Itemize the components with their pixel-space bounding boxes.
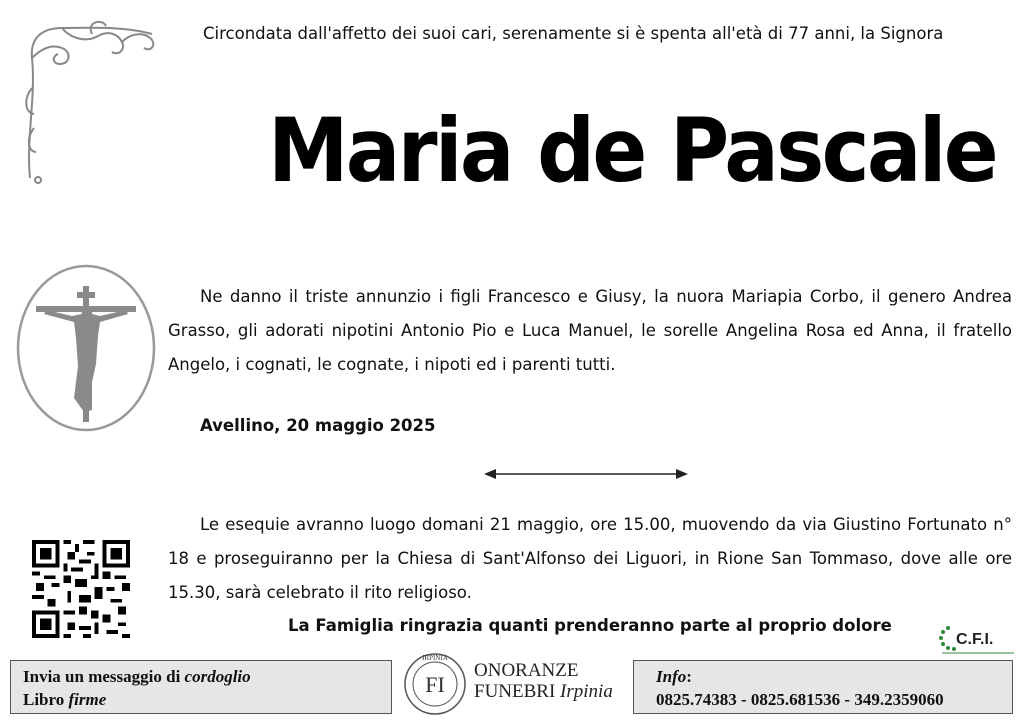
announcement-text: Ne danno il triste annunzio i figli Francesco e Giusy, la nuora Mariapia Corbo, il genero Andrea Grasso, gli adorati nipotini Antonio Pio e Luca Manuel, le sorelle Angelina Rosa ed Anna, il fratello Angelo, i cognati, le cognate, i nipoti ed i parenti tutti. bbox=[168, 287, 1012, 374]
brand-line-1: ONORANZE bbox=[474, 660, 579, 681]
crucifix-icon bbox=[14, 262, 158, 434]
funeral-home-logo-icon bbox=[400, 648, 470, 718]
brand-line-em: Irpinia bbox=[560, 681, 613, 702]
phone-numbers[interactable]: 0825.74383 - 0825.681536 - 349.2359060 bbox=[656, 690, 944, 709]
cfi-text: C.F.I. bbox=[956, 631, 994, 648]
brand-line-2: FUNEBRI bbox=[474, 681, 561, 702]
funeral-home-name bbox=[474, 660, 613, 702]
info-box bbox=[633, 660, 1013, 714]
cfi-logo-icon bbox=[938, 620, 1018, 656]
guestbook-link[interactable] bbox=[23, 688, 379, 711]
arrow-icon bbox=[482, 466, 690, 482]
place-date: Avellino, 20 maggio 2025 bbox=[200, 416, 436, 435]
info-label: Info bbox=[656, 667, 687, 686]
guestbook-prefix: Libro bbox=[23, 690, 69, 709]
condolence-box[interactable] bbox=[10, 660, 392, 714]
intro-text: Circondata dall'affetto dei suoi cari, serenamente si è spenta all'età di 77 anni, la Signora bbox=[203, 24, 944, 43]
thanks-text: La Famiglia ringrazia quanti prenderanno parte al proprio dolore bbox=[288, 616, 892, 635]
qr-code-icon[interactable] bbox=[32, 540, 130, 638]
guestbook-em: firme bbox=[68, 690, 107, 709]
condolence-em: cordoglio bbox=[184, 667, 251, 686]
funeral-details-text: Le esequie avranno luogo domani 21 maggio, ore 15.00, muovendo da via Giustino Fortunato n° 18 e proseguiranno per la Chiesa di Sant'Alfonso dei Liguori, in Rione San Tommaso, dove alle ore 15.30, sarà celebrato il rito religioso. bbox=[168, 515, 1012, 602]
condolence-link[interactable] bbox=[23, 665, 379, 688]
info-colon: : bbox=[686, 667, 692, 686]
logo-top-text: IRPINIA bbox=[422, 654, 448, 662]
deceased-name: Maria de Pascale bbox=[268, 99, 996, 202]
condolence-prefix: Invia un messaggio di bbox=[23, 667, 185, 686]
logo-monogram: FI bbox=[425, 672, 445, 697]
